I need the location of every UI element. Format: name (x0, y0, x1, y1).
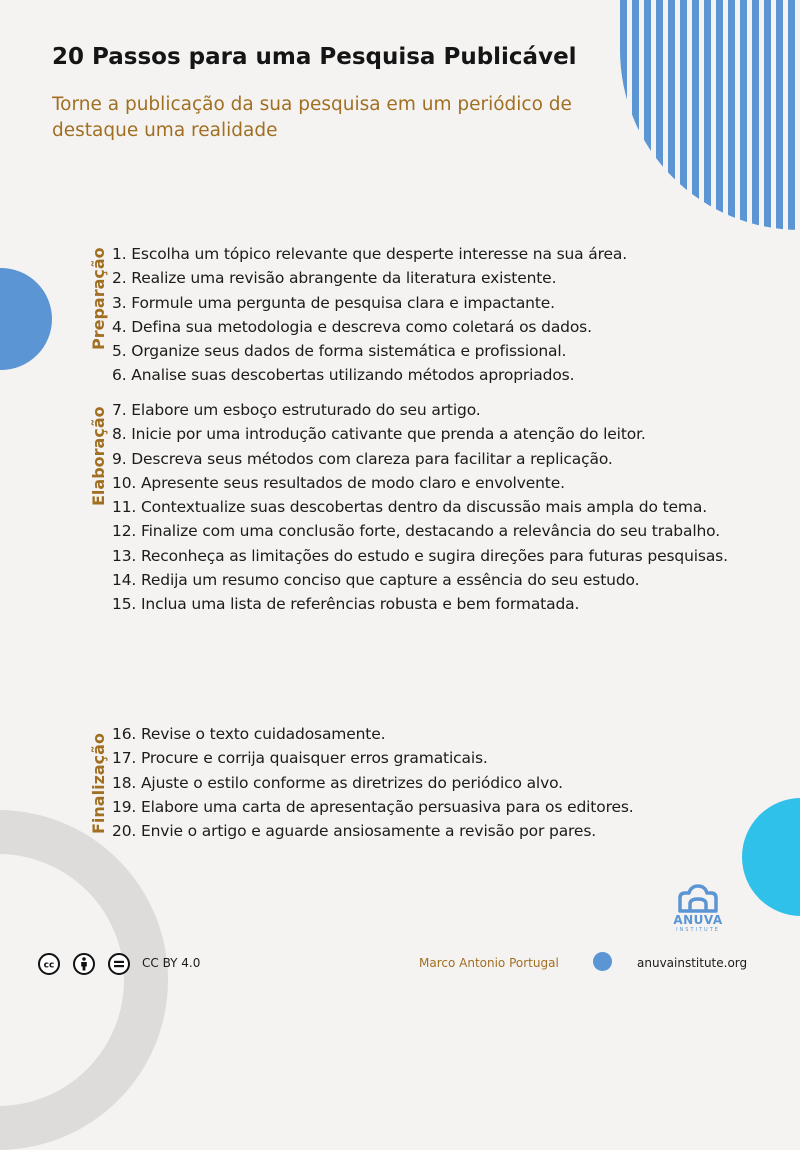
svg-text:cc: cc (43, 960, 55, 971)
list-item: 19. Elabore uma carta de apresentação persuasiva para os editores. (112, 797, 634, 816)
list-item: 16. Revise o texto cuidadosamente. (112, 725, 386, 743)
list-item: 7. Elabore um esboço estruturado do seu artigo. (112, 401, 481, 419)
step-list-preparacao (112, 242, 732, 388)
list-item: 5. Organize seus dados de forma sistemática e profissional. (112, 342, 567, 361)
dot-separator-icon (593, 952, 612, 971)
list-item: 9. Descreva seus métodos com clareza para facilitar a replicação. (112, 449, 613, 468)
no-derivatives-icon (107, 952, 131, 976)
section-label-finalizacao: Finalização (89, 733, 108, 834)
page-subtitle: Torne a publicação da sua pesquisa em um periódico de destaque uma realidade (52, 94, 572, 141)
list-item: 10. Apresente seus resultados de modo claro e envolvente. (112, 473, 565, 492)
step-list-elaboracao (112, 398, 732, 617)
attribution-icon (72, 952, 96, 976)
list-item: 11. Contextualize suas descobertas dentro da discussão mais ampla do tema. (112, 498, 707, 517)
striped-half-circle-decoration (620, 0, 800, 230)
website-link[interactable]: anuvainstitute.org (637, 956, 748, 970)
anuva-logo-icon (675, 884, 721, 914)
license-label: CC BY 4.0 (142, 956, 201, 970)
list-item: 3. Formule uma pergunta de pesquisa clara e impactante. (112, 293, 555, 312)
list-item: 8. Inicie por uma introdução cativante que prenda a atenção do leitor. (112, 425, 646, 444)
page-title: 20 Passos para uma Pesquisa Publicável (52, 44, 577, 70)
list-item: 4. Defina sua metodologia e descreva como coletará os dados. (112, 317, 592, 336)
blue-half-circle-decoration (0, 268, 52, 370)
list-item: 12. Finalize com uma conclusão forte, destacando a relevância do seu trabalho. (112, 522, 720, 541)
list-item: 17. Procure e corrija quaisquer erros gramaticais. (112, 749, 488, 768)
anuva-logo (664, 884, 732, 933)
list-item: 1. Escolha um tópico relevante que desperte interesse na sua área. (112, 245, 628, 263)
list-item: 14. Redija um resumo conciso que capture a essência do seu estudo. (112, 571, 640, 590)
author-name: Marco Antonio Portugal (419, 956, 559, 970)
section-label-elaboracao: Elaboração (89, 406, 108, 506)
section-label-preparacao: Preparação (89, 247, 108, 350)
logo-tagline: INSTITUTE (676, 927, 720, 933)
list-item: 20. Envie o artigo e aguarde ansiosamente a revisão por pares. (112, 822, 597, 841)
list-item: 2. Realize uma revisão abrangente da literatura existente. (112, 269, 557, 288)
list-item: 18. Ajuste o estilo conforme as diretrizes do periódico alvo. (112, 773, 563, 792)
gray-arc-decoration (0, 810, 168, 1150)
logo-name: ANUVA (673, 913, 723, 927)
creative-commons-icon (37, 952, 61, 976)
list-item: 15. Inclua uma lista de referências robusta e bem formatada. (112, 595, 580, 614)
step-list-finalizacao (112, 722, 732, 843)
list-item: 13. Reconheça as limitações do estudo e sugira direções para futuras pesquisas. (112, 546, 728, 565)
cyan-half-circle-decoration (742, 798, 800, 916)
list-item: 6. Analise suas descobertas utilizando métodos apropriados. (112, 366, 575, 385)
